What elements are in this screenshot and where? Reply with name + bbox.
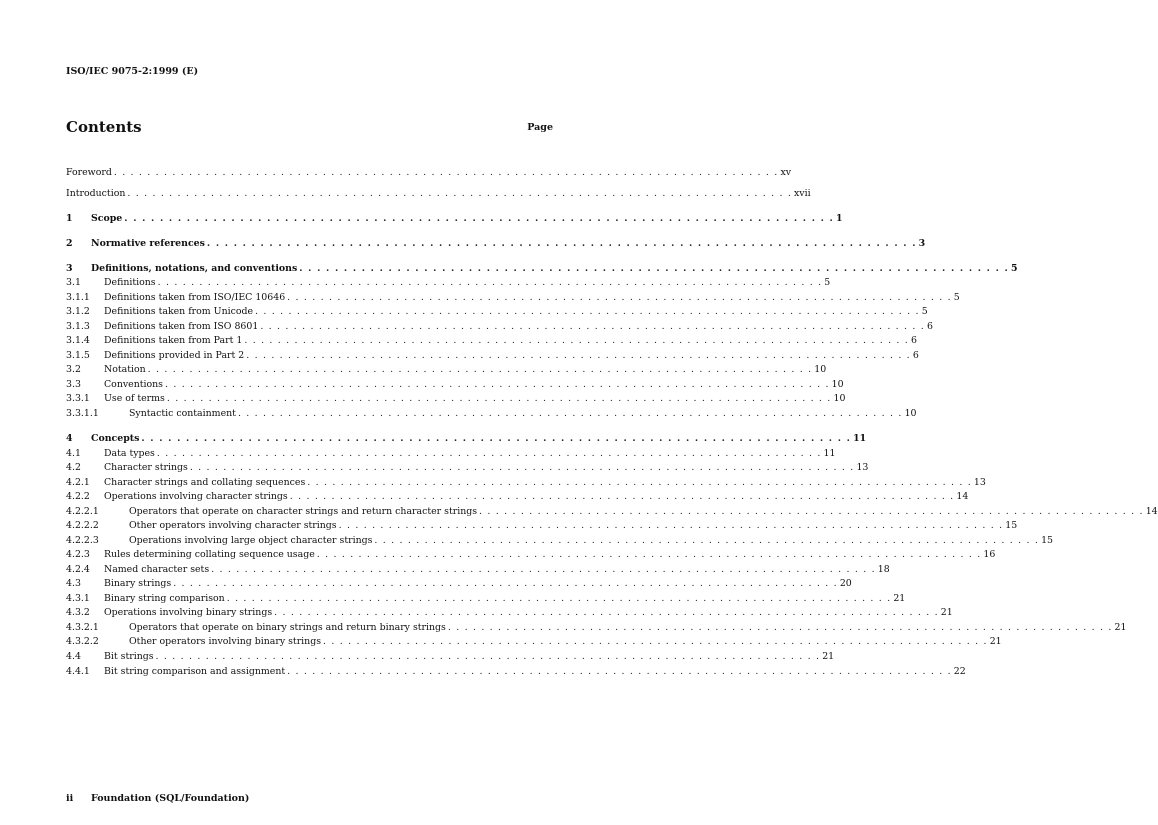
toc-entry[interactable]: [66, 548, 996, 561]
toc-entry-page: 5: [824, 277, 831, 288]
toc-entry-number: 3.3.1.1: [66, 407, 99, 419]
toc-entry-number: 4.2.2: [66, 491, 90, 502]
toc-entry-title: Definitions provided in Part 2: [104, 349, 245, 361]
toc-entry-page: 6: [910, 335, 917, 346]
toc-entry-page: 10: [831, 378, 844, 390]
toc-leader-dots: . . . . . . . . . . . . . . . . . . . . . . . . . . . . . . . . . . . . . . . . . . . . . . . . . . . . . . . . . . . . . . . . . . . . . . . . . . . . . . . .: [157, 277, 823, 288]
toc-entry-number: 4.3.2: [66, 607, 90, 618]
toc-entry-number: 4.2.4: [66, 563, 90, 575]
toc-entry-title: Named character sets: [104, 563, 210, 575]
toc-leader-dots: . . . . . . . . . . . . . . . . . . . . . . . . . . . . . . . . . . . . . . . . . . . . . . . . . . . . . . . . . . . . . . . . . . . . . . . . . . . . . . . .: [316, 549, 982, 560]
toc-entry-number: 3.1.1: [66, 291, 90, 303]
toc-entry-title: Syntactic containment: [129, 407, 236, 419]
toc-entry-page: 15: [1005, 520, 1018, 531]
toc-entry[interactable]: [66, 212, 843, 225]
toc-entry-page: xvii: [794, 188, 811, 199]
toc-leader-dots: . . . . . . . . . . . . . . . . . . . . . . . . . . . . . . . . . . . . . . . . . . . . . . . . . . . . . . . . . . . . . . . . . . . . . . . . . . . . . . . .: [165, 378, 830, 390]
toc-leader-dots: . . . . . . . . . . . . . . . . . . . . . . . . . . . . . . . . . . . . . . . . . . . . . . . . . . . . . . . . . . . . . . . . . . . . . . . . . . . . . . . .: [189, 462, 855, 473]
toc-entry-page: 21: [989, 636, 1002, 647]
toc-leader-dots: . . . . . . . . . . . . . . . . . . . . . . . . . . . . . . . . . . . . . . . . . . . . . . . . . . . . . . . . . . . . . . . . . . . . . . . . . . . . . . . .: [338, 520, 1004, 531]
toc-leader-dots: . . . . . . . . . . . . . . . . . . . . . . . . . . . . . . . . . . . . . . . . . . . . . . . . . . . . . . . . . . . . . . . . . . . . . . . . . . . . . . . .: [141, 433, 852, 444]
toc-entry-number: 4.3.2.1: [66, 621, 99, 633]
toc-leader-dots: . . . . . . . . . . . . . . . . . . . . . . . . . . . . . . . . . . . . . . . . . . . . . . . . . . . . . . . . . . . . . . . . . . . . . . . . . . . . . . . .: [156, 447, 822, 459]
toc-entry-number: 4.3: [66, 578, 81, 589]
toc-leader-dots: . . . . . . . . . . . . . . . . . . . . . . . . . . . . . . . . . . . . . . . . . . . . . . . . . . . . . . . . . . . . . . . . . . . . . . . . . . . . . . . .: [307, 476, 972, 488]
toc-entry[interactable]: [66, 237, 926, 250]
toc-entry-page: 10: [833, 393, 846, 404]
toc-leader-dots: . . . . . . . . . . . . . . . . . . . . . . . . . . . . . . . . . . . . . . . . . . . . . . . . . . . . . . . . . . . . . . . . . . . . . . . . . . . . . . . .: [447, 621, 1113, 633]
toc-leader-dots: . . . . . . . . . . . . . . . . . . . . . . . . . . . . . . . . . . . . . . . . . . . . . . . . . . . . . . . . . . . . . . . . . . . . . . . . . . . . . . . .: [113, 167, 779, 178]
toc-entry-title: Binary string comparison: [104, 592, 225, 604]
toc-entry-title: Introduction: [66, 188, 126, 199]
toc-entry[interactable]: [66, 534, 1053, 547]
toc-entry-page: 5: [953, 291, 960, 303]
toc-entry[interactable]: [66, 505, 1158, 518]
toc-entry-title: Definitions taken from ISO/IEC 10646: [104, 291, 286, 303]
toc-entry-page: 18: [877, 563, 890, 575]
toc-entry-title: Other operators involving character strings: [129, 520, 337, 531]
toc-entry-page: 21: [822, 651, 835, 662]
toc-entry-number: 3.1.4: [66, 335, 90, 346]
toc-entry-number: 4.3.1: [66, 592, 90, 604]
toc-entry[interactable]: [66, 392, 846, 405]
toc-entry-number: 4.3.2.2: [66, 636, 99, 647]
toc-entry-number: 4.2.2.3: [66, 534, 99, 546]
toc-leader-dots: . . . . . . . . . . . . . . . . . . . . . . . . . . . . . . . . . . . . . . . . . . . . . . . . . . . . . . . . . . . . . . . . . . . . . . . . . . . . . . . .: [260, 320, 925, 332]
toc-entry-page: 13: [856, 462, 869, 473]
toc-entry[interactable]: [66, 577, 852, 590]
toc-entry-page: 6: [926, 320, 933, 332]
toc-leader-dots: . . . . . . . . . . . . . . . . . . . . . . . . . . . . . . . . . . . . . . . . . . . . . . . . . . . . . . . . . . . . . . . . . . . . . . . . . . . . . . . .: [274, 607, 939, 618]
toc-entry-title: Scope: [91, 213, 123, 224]
toc-entry-title: Bit string comparison and assignment: [104, 665, 286, 677]
toc-entry[interactable]: [66, 378, 844, 391]
toc-entry-title: Operations involving character strings: [104, 491, 288, 502]
toc-entry-number: 1: [66, 213, 73, 224]
toc-entry[interactable]: [66, 407, 917, 420]
toc-leader-dots: . . . . . . . . . . . . . . . . . . . . . . . . . . . . . . . . . . . . . . . . . . . . . . . . . . . . . . . . . . . . . . . . . . . . . . . . . . . . . . . .: [323, 636, 988, 647]
toc-entry[interactable]: [66, 305, 928, 318]
toc-entry[interactable]: [66, 334, 917, 347]
toc-entry-page: 15: [1041, 534, 1053, 546]
toc-leader-dots: . . . . . . . . . . . . . . . . . . . . . . . . . . . . . . . . . . . . . . . . . . . . . . . . . . . . . . . . . . . . . . . . . . . . . . . . . . . . . . . .: [147, 364, 813, 375]
toc-entry-page: 21: [940, 607, 953, 618]
toc-entry-page: 10: [814, 364, 827, 375]
toc-entry[interactable]: [66, 476, 986, 489]
toc-entry-number: 3.1.2: [66, 306, 90, 317]
toc-entry-page: 16: [983, 549, 996, 560]
document-id: ISO/IEC 9075-2:1999 (E): [66, 66, 199, 77]
toc-entry[interactable]: [66, 276, 831, 289]
toc-entry-number: 3.2: [66, 364, 81, 375]
toc-entry[interactable]: [66, 262, 1018, 275]
toc-leader-dots: . . . . . . . . . . . . . . . . . . . . . . . . . . . . . . . . . . . . . . . . . . . . . . . . . . . . . . . . . . . . . . . . . . . . . . . . . . . . . . . .: [374, 534, 1040, 546]
toc-entry-number: 3.3: [66, 378, 81, 390]
toc-entry-number: 3.3.1: [66, 393, 90, 404]
toc-entry-page: 11: [853, 433, 867, 444]
toc-entry-title: Other operators involving binary strings: [129, 636, 322, 647]
toc-entry-number: 4.2: [66, 462, 81, 473]
toc-entry-title: Foreword: [66, 167, 112, 178]
toc-leader-dots: . . . . . . . . . . . . . . . . . . . . . . . . . . . . . . . . . . . . . . . . . . . . . . . . . . . . . . . . . . . . . . . . . . . . . . . . . . . . . . . .: [206, 238, 917, 249]
toc-entry-title: Use of terms: [104, 393, 165, 404]
toc-entry-title: Conventions: [104, 378, 163, 390]
toc-entry-page: 21: [893, 592, 906, 604]
toc-leader-dots: . . . . . . . . . . . . . . . . . . . . . . . . . . . . . . . . . . . . . . . . . . . . . . . . . . . . . . . . . . . . . . . . . . . . . . . . . . . . . . . .: [211, 563, 876, 575]
toc-leader-dots: . . . . . . . . . . . . . . . . . . . . . . . . . . . . . . . . . . . . . . . . . . . . . . . . . . . . . . . . . . . . . . . . . . . . . . . . . . . . . . . .: [124, 213, 835, 224]
toc-entry[interactable]: [66, 187, 811, 200]
toc-entry-title: Rules determining collating sequence usage: [104, 549, 315, 560]
toc-entry-title: Binary strings: [104, 578, 172, 589]
toc-entry-page: 11: [823, 447, 836, 459]
toc-entry-title: Operators that operate on binary strings and return binary strings: [129, 621, 446, 633]
toc-entry-page: 1: [836, 213, 843, 224]
toc-leader-dots: . . . . . . . . . . . . . . . . . . . . . . . . . . . . . . . . . . . . . . . . . . . . . . . . . . . . . . . . . . . . . . . . . . . . . . . . . . . . . . . .: [287, 291, 952, 303]
toc-entry[interactable]: [66, 447, 836, 460]
toc-entry-title: Operations involving binary strings: [104, 607, 273, 618]
toc-leader-dots: . . . . . . . . . . . . . . . . . . . . . . . . . . . . . . . . . . . . . . . . . . . . . . . . . . . . . . . . . . . . . . . . . . . . . . . . . . . . . . . .: [155, 651, 821, 662]
toc-leader-dots: . . . . . . . . . . . . . . . . . . . . . . . . . . . . . . . . . . . . . . . . . . . . . . . . . . . . . . . . . . . . . . . . . . . . . . . . . . . . . . . .: [255, 306, 920, 317]
toc-entry[interactable]: [66, 563, 890, 576]
toc-entry-page: 22: [953, 665, 966, 677]
toc-entry-title: Bit strings: [104, 651, 154, 662]
toc-entry[interactable]: [66, 490, 969, 503]
toc-entry-title: Character strings and collating sequences: [104, 476, 306, 488]
footer-title: Foundation (SQL/Foundation): [91, 793, 250, 804]
toc-entry[interactable]: [66, 592, 906, 605]
toc-entry[interactable]: [66, 519, 1018, 532]
toc-entry-page: 10: [904, 407, 917, 419]
toc-entry-page: 21: [1114, 621, 1127, 633]
toc-leader-dots: . . . . . . . . . . . . . . . . . . . . . . . . . . . . . . . . . . . . . . . . . . . . . . . . . . . . . . . . . . . . . . . . . . . . . . . . . . . . . . . .: [237, 407, 903, 419]
toc-entry-number: 4.2.2.2: [66, 520, 99, 531]
toc-entry-number: 3.1: [66, 277, 81, 288]
toc-leader-dots: . . . . . . . . . . . . . . . . . . . . . . . . . . . . . . . . . . . . . . . . . . . . . . . . . . . . . . . . . . . . . . . . . . . . . . . . . . . . . . . .: [246, 349, 911, 361]
toc-entry-title: Character strings: [104, 462, 188, 473]
toc-leader-dots: . . . . . . . . . . . . . . . . . . . . . . . . . . . . . . . . . . . . . . . . . . . . . . . . . . . . . . . . . . . . . . . . . . . . . . . . . . . . . . . .: [166, 393, 832, 404]
toc-entry[interactable]: [66, 349, 919, 362]
toc-entry[interactable]: [66, 665, 966, 678]
toc-entry-page: 3: [918, 238, 926, 249]
toc-entry-number: 4.2.2.1: [66, 505, 99, 517]
toc-entry-number: 4.2.3: [66, 549, 90, 560]
toc-leader-dots: . . . . . . . . . . . . . . . . . . . . . . . . . . . . . . . . . . . . . . . . . . . . . . . . . . . . . . . . . . . . . . . . . . . . . . . . . . . . . . . .: [244, 335, 909, 346]
toc-entry-number: 2: [66, 238, 73, 249]
toc-leader-dots: . . . . . . . . . . . . . . . . . . . . . . . . . . . . . . . . . . . . . . . . . . . . . . . . . . . . . . . . . . . . . . . . . . . . . . . . . . . . . . . .: [173, 578, 838, 589]
toc-entry-page: 5: [921, 306, 928, 317]
toc-entry[interactable]: [66, 635, 1002, 648]
toc-leader-dots: . . . . . . . . . . . . . . . . . . . . . . . . . . . . . . . . . . . . . . . . . . . . . . . . . . . . . . . . . . . . . . . . . . . . . . . . . . . . . . . .: [127, 188, 793, 199]
toc-entry-title: Normative references: [91, 238, 205, 249]
toc-entry[interactable]: [66, 606, 953, 619]
toc-leader-dots: . . . . . . . . . . . . . . . . . . . . . . . . . . . . . . . . . . . . . . . . . . . . . . . . . . . . . . . . . . . . . . . . . . . . . . . . . . . . . . . .: [287, 665, 952, 677]
toc-entry-number: 3: [66, 263, 73, 274]
toc-entry[interactable]: [66, 461, 869, 474]
toc-entry[interactable]: [66, 363, 827, 376]
toc-entry-title: Definitions: [104, 277, 156, 288]
toc-leader-dots: . . . . . . . . . . . . . . . . . . . . . . . . . . . . . . . . . . . . . . . . . . . . . . . . . . . . . . . . . . . . . . . . . . . . . . . . . . . . . . . .: [289, 491, 955, 502]
toc-entry-title: Definitions taken from Part 1: [104, 335, 243, 346]
toc-entry-title: Data types: [104, 447, 155, 459]
toc-entry-number: 4.4.1: [66, 665, 90, 677]
page-column-label: Page: [527, 122, 553, 133]
toc-entry-number: 3.1.3: [66, 320, 90, 332]
toc-leader-dots: . . . . . . . . . . . . . . . . . . . . . . . . . . . . . . . . . . . . . . . . . . . . . . . . . . . . . . . . . . . . . . . . . . . . . . . . . . . . . . . .: [226, 592, 892, 604]
toc-entry-page: 5: [1011, 263, 1018, 274]
toc-entry-page: xv: [780, 167, 792, 178]
toc-entry-title: Notation: [104, 364, 146, 375]
toc-entry[interactable]: [66, 320, 933, 333]
toc-entry-page: 6: [912, 349, 919, 361]
toc-entry-title: Definitions, notations, and conventions: [91, 263, 298, 274]
toc-entry-page: 14: [1145, 505, 1158, 517]
toc-entry-title: Operators that operate on character strings and return character strings: [129, 505, 478, 517]
page-footer: [66, 793, 249, 804]
toc-entry-title: Operations involving large object character strings: [129, 534, 373, 546]
toc-leader-dots: . . . . . . . . . . . . . . . . . . . . . . . . . . . . . . . . . . . . . . . . . . . . . . . . . . . . . . . . . . . . . . . . . . . . . . . . . . . . . . . .: [299, 263, 1010, 274]
toc-entry[interactable]: [66, 432, 867, 445]
contents-title: Contents: [66, 118, 142, 136]
toc-leader-dots: . . . . . . . . . . . . . . . . . . . . . . . . . . . . . . . . . . . . . . . . . . . . . . . . . . . . . . . . . . . . . . . . . . . . . . . . . . . . . . . .: [479, 505, 1144, 517]
toc-entry-number: 4.1: [66, 447, 81, 459]
toc-entry[interactable]: [66, 291, 960, 304]
toc-entry-title: Definitions taken from Unicode: [104, 306, 254, 317]
toc-entry[interactable]: [66, 621, 1127, 634]
toc-entry-number: 3.1.5: [66, 349, 90, 361]
toc-entry-number: 4: [66, 433, 73, 444]
toc-entry[interactable]: [66, 650, 835, 663]
toc-entry-number: 4.2.1: [66, 476, 90, 488]
toc-entry-page: 13: [973, 476, 986, 488]
toc-entry[interactable]: [66, 166, 792, 179]
footer-page-number: ii: [66, 793, 74, 804]
toc-entry-title: Definitions taken from ISO 8601: [104, 320, 259, 332]
toc-entry-page: 20: [839, 578, 852, 589]
toc-entry-title: Concepts: [91, 433, 140, 444]
toc-entry-page: 14: [956, 491, 969, 502]
toc-entry-number: 4.4: [66, 651, 81, 662]
